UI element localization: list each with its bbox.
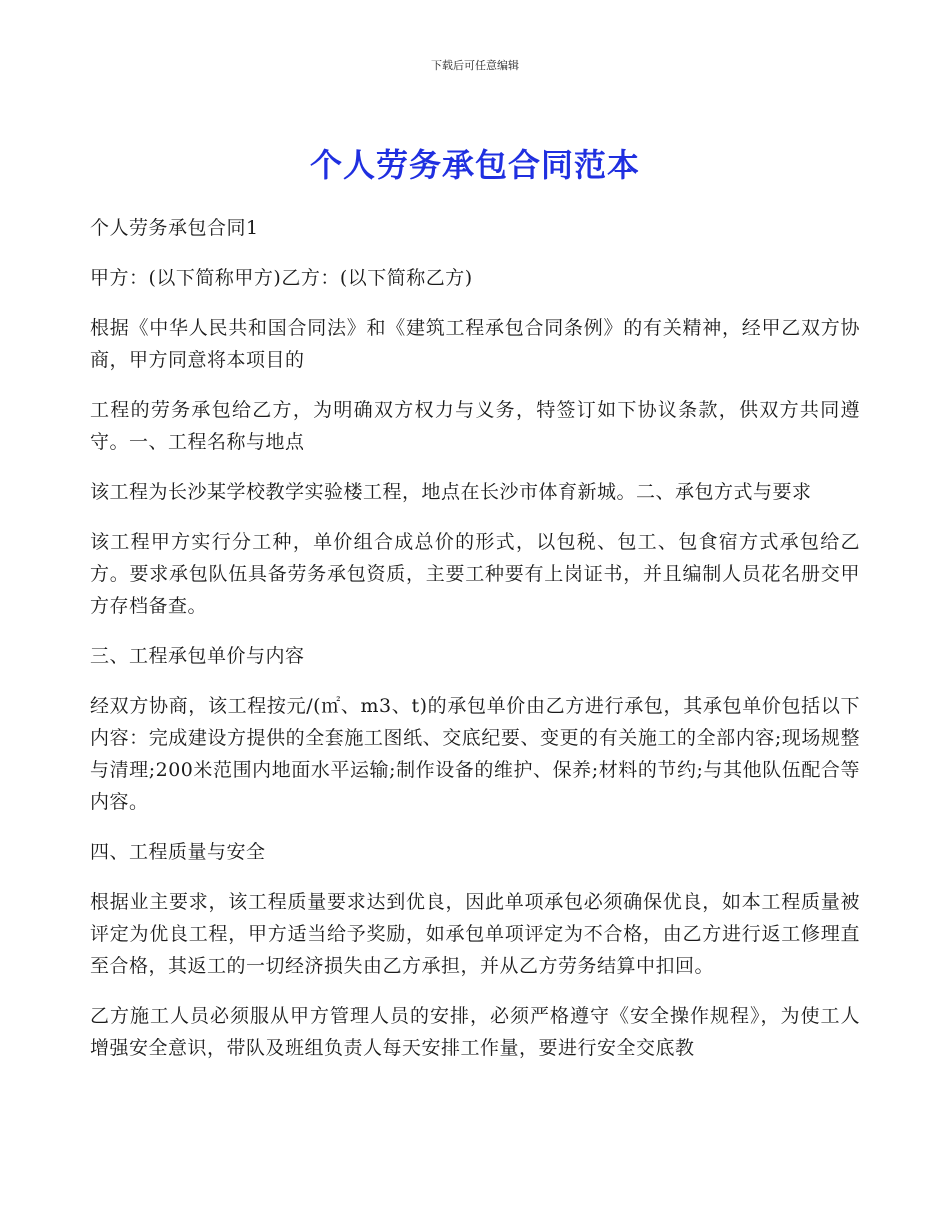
paragraph-basis: 根据《中华人民共和国合同法》和《建筑工程承包合同条例》的有关精神，经甲乙双方协商，甲方同意将本项目的: [90, 317, 860, 371]
paragraph-purpose: 工程的劳务承包给乙方，为明确双方权力与义务，特签订如下协议条款，供双方共同遵守。一、工程名称与地点: [90, 399, 860, 453]
header-note: 下载后可任意编辑: [431, 59, 519, 72]
paragraph-location: 该工程为长沙某学校教学实验楼工程，地点在长沙市体育新城。二、承包方式与要求: [90, 481, 812, 503]
section-heading-quality: 四、工程质量与安全: [90, 841, 266, 863]
paragraph-contract-heading: 个人劳务承包合同1: [90, 217, 259, 239]
document-title: 个人劳务承包合同范本: [309, 146, 640, 184]
paragraph-method: 该工程甲方实行分工种，单价组合成总价的形式，以包税、包工、包食宿方式承包给乙方。要求承包队伍具备劳务承包资质，主要工种要有上岗证书，并且编制人员花名册交甲方存档备查。: [90, 531, 860, 617]
paragraph-safety: 乙方施工人员必须服从甲方管理人员的安排，必须严格遵守《安全操作规程》，为使工人增强安全意识，带队及班组负责人每天安排工作量，要进行安全交底教: [90, 1005, 860, 1059]
paragraph-quality: 根据业主要求，该工程质量要求达到优良，因此单项承包必须确保优良，如本工程质量被评定为优良工程，甲方适当给予奖励，如承包单项评定为不合格，由乙方进行返工修理直至合格，其返工的一切经济损失由乙方承担，并从乙方劳务结算中扣回。: [90, 891, 860, 977]
document-body: [90, 212, 860, 1082]
section-heading-price: 三、工程承包单价与内容: [90, 645, 305, 667]
paragraph-price: 经双方协商，该工程按元/(㎡、m3、t)的承包单价由乙方进行承包，其承包单价包括以下内容：完成建设方提供的全套施工图纸、交底纪要、变更的有关施工的全部内容;现场规整与清理;200米范围内地面水平运输;制作设备的维护、保养;材料的节约;与其他队伍配合等内容。: [90, 695, 860, 813]
paragraph-parties: 甲方：(以下简称甲方)乙方：(以下简称乙方): [90, 267, 473, 289]
